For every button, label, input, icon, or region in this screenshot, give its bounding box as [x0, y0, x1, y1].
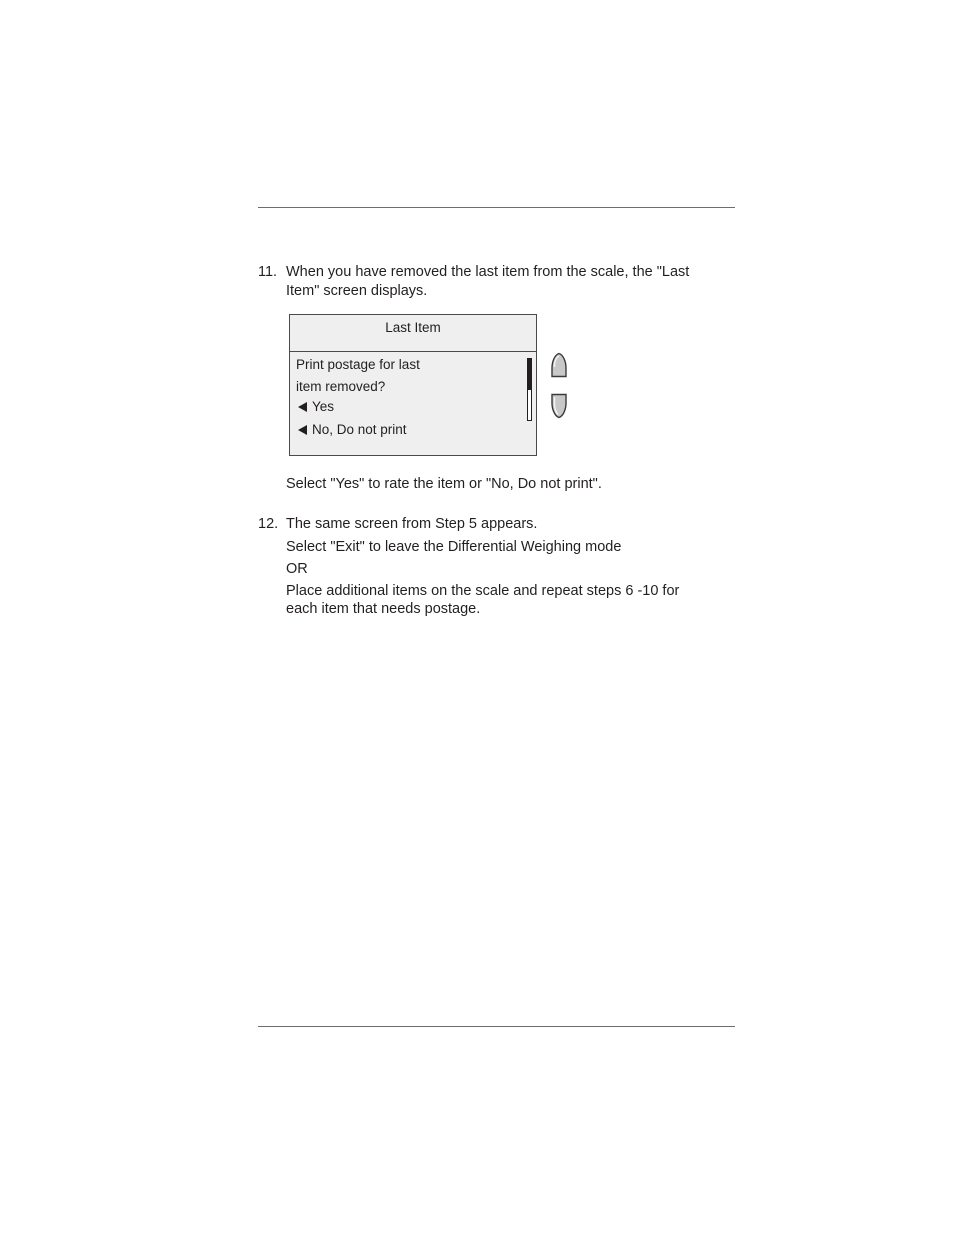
left-triangle-icon — [298, 425, 307, 435]
step-12-number: 12. — [258, 516, 279, 532]
step-12-text-line-1: The same screen from Step 5 appears. — [286, 516, 538, 532]
header-rule — [258, 207, 735, 208]
select-exit-instruction: Select "Exit" to leave the Differential Weighing mode — [286, 539, 622, 555]
lcd-option-no-label: No, Do not print — [312, 422, 407, 437]
left-triangle-icon — [298, 402, 307, 412]
lcd-question-line-2: item removed? — [296, 379, 386, 394]
or-text: OR — [286, 561, 308, 577]
lcd-screen — [289, 314, 537, 456]
step-11-text-line-2: Item" screen displays. — [286, 283, 428, 299]
footer-rule — [258, 1026, 735, 1027]
lcd-title-bar — [290, 315, 536, 352]
lcd-option-yes-label: Yes — [312, 399, 335, 414]
lcd-option-no[interactable] — [296, 422, 407, 437]
place-items-line-1: Place additional items on the scale and repeat steps 6 -10 for — [286, 583, 680, 599]
lcd-scrollbar-thumb[interactable] — [528, 359, 531, 390]
lcd-question-line-1: Print postage for last — [296, 357, 420, 372]
place-items-line-2: each item that needs postage. — [286, 601, 481, 617]
lcd-title: Last Item — [385, 320, 441, 335]
select-yes-instruction: Select "Yes" to rate the item or "No, Do not print". — [286, 476, 602, 492]
up-arrow-key-icon[interactable] — [550, 352, 568, 378]
step-11-number: 11. — [258, 264, 278, 280]
lcd-scrollbar[interactable] — [527, 358, 532, 421]
step-11-text-line-1: When you have removed the last item from the scale, the "Last — [286, 264, 690, 280]
lcd-option-yes[interactable] — [296, 399, 334, 414]
down-arrow-key-icon[interactable] — [550, 393, 568, 419]
